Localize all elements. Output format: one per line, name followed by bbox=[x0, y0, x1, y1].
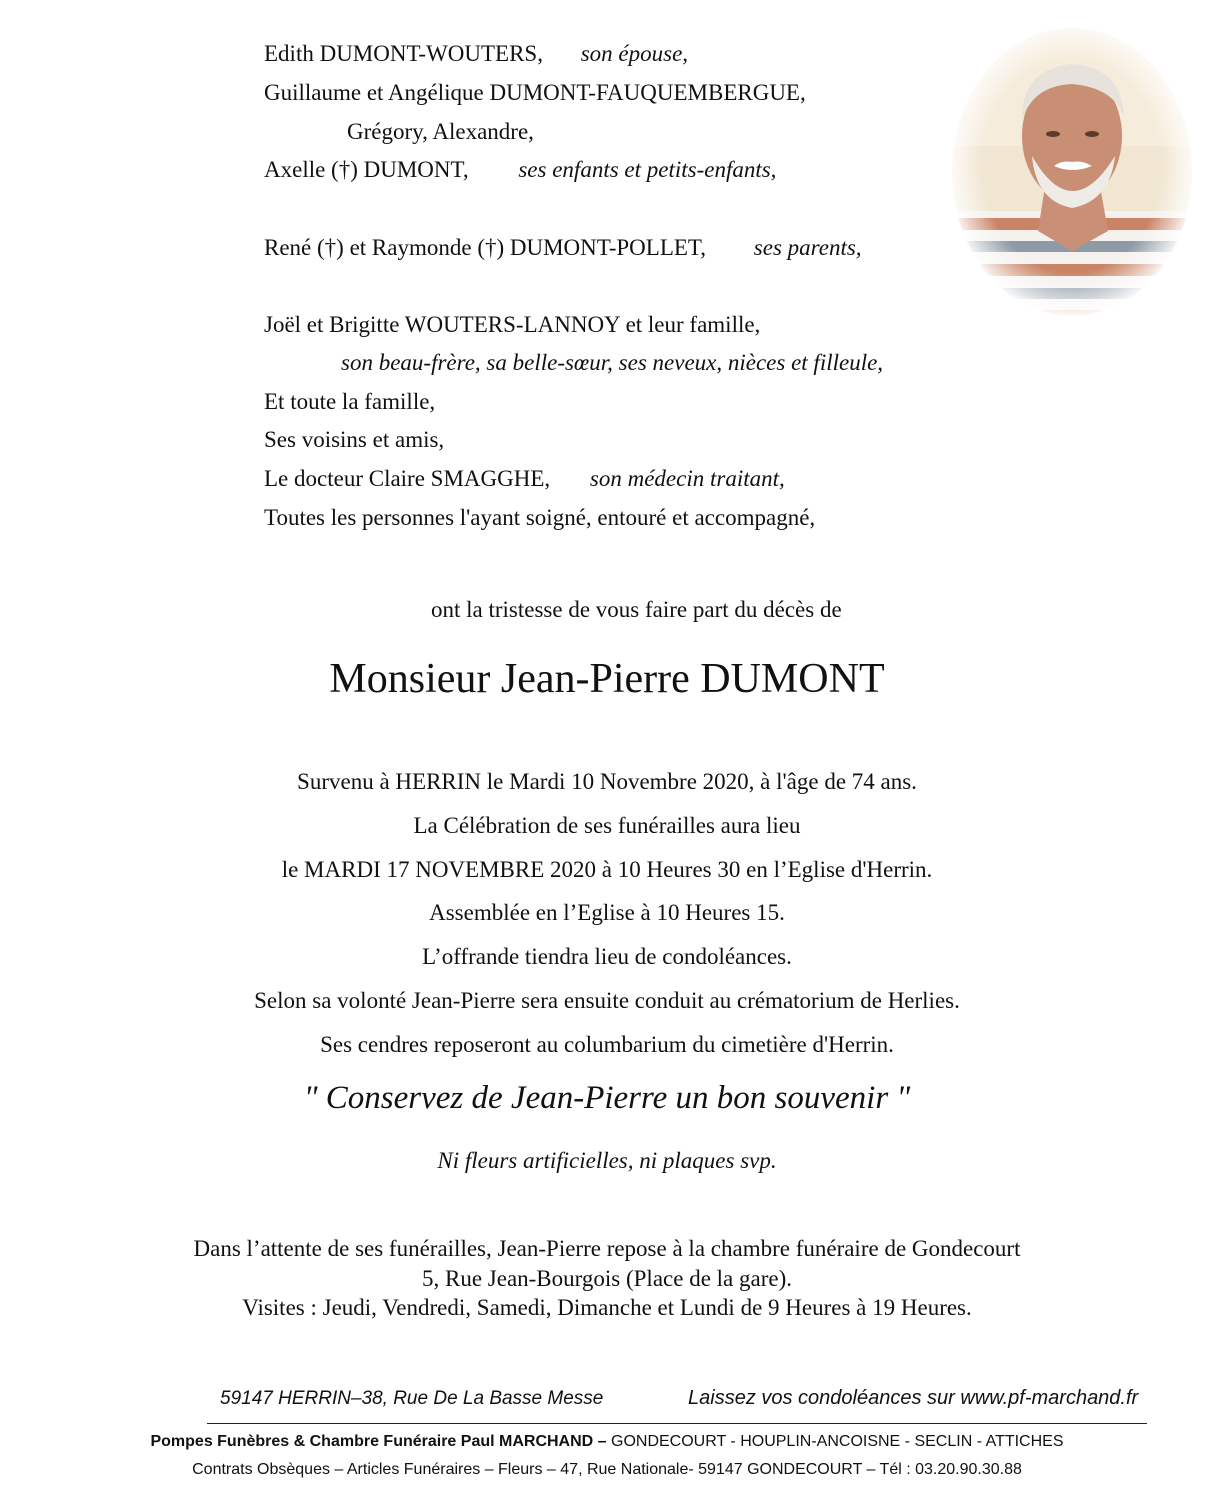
spouse-role: son épouse, bbox=[580, 41, 689, 66]
announcement-intro: ont la tristesse de vous faire part du décès de bbox=[431, 597, 842, 622]
family-line-doctor bbox=[264, 465, 785, 493]
family-line-caregivers: Toutes les personnes l'ayant soigné, entouré et accompagné, bbox=[264, 505, 816, 530]
portrait-photo bbox=[950, 26, 1194, 318]
flowers-note: Ni fleurs artificielles, ni plaques svp. bbox=[437, 1148, 777, 1173]
footer-services: Contrats Obsèques – Articles Funéraires – Fleurs – 47, Rue Nationale- 59147 GONDECOURT – Tél : 03.20.90.30.88 bbox=[192, 1461, 1022, 1478]
family-line-in-laws-role: son beau-frère, sa belle-sœur, ses neveux, nièces et filleule, bbox=[341, 350, 884, 375]
detail-line: Assemblée en l’Eglise à 10 Heures 15. bbox=[429, 900, 785, 925]
family-line-grandchildren: Grégory, Alexandre, bbox=[347, 119, 534, 144]
footer-divider bbox=[207, 1423, 1147, 1424]
visit-hours: Visites : Jeudi, Vendredi, Samedi, Dimanche et Lundi de 9 Heures à 19 Heures. bbox=[242, 1295, 972, 1320]
company-towns: GONDECOURT - HOUPLIN-ANCOISNE - SECLIN - ATTICHES bbox=[606, 1433, 1064, 1450]
detail-line: Selon sa volonté Jean-Pierre sera ensuite conduit au crématorium de Herlies. bbox=[254, 988, 960, 1013]
parents-role: ses parents, bbox=[753, 235, 862, 260]
family-line-spouse bbox=[264, 40, 688, 68]
detail-line: La Célébration de ses funérailles aura lieu bbox=[413, 813, 801, 838]
company-name: Pompes Funèbres & Chambre Funéraire Paul MARCHAND – bbox=[150, 1433, 607, 1450]
rest-line: Dans l’attente de ses funérailles, Jean-Pierre repose à la chambre funéraire de Gondecourt bbox=[193, 1236, 1021, 1261]
daughter-name: Axelle (†) DUMONT, bbox=[264, 157, 469, 182]
footer-address: 59147 HERRIN–38, Rue De La Basse Messe bbox=[220, 1388, 604, 1409]
memorial-quote: " Conservez de Jean-Pierre un bon souvenir " bbox=[303, 1080, 911, 1116]
doctor-name: Le docteur Claire SMAGGHE, bbox=[264, 466, 551, 491]
detail-line: Survenu à HERRIN le Mardi 10 Novembre 2020, à l'âge de 74 ans. bbox=[297, 769, 917, 794]
family-line-son: Guillaume et Angélique DUMONT-FAUQUEMBERGUE, bbox=[264, 80, 806, 105]
detail-line: le MARDI 17 NOVEMBRE 2020 à 10 Heures 30 en l’Eglise d'Herrin. bbox=[281, 857, 933, 882]
family-line-parents bbox=[264, 234, 862, 262]
doctor-role: son médecin traitant, bbox=[589, 466, 785, 491]
detail-line: L’offrande tiendra lieu de condoléances. bbox=[422, 944, 792, 969]
detail-line: Ses cendres reposeront au columbarium du cimetière d'Herrin. bbox=[320, 1032, 894, 1057]
family-line-neighbours: Ses voisins et amis, bbox=[264, 427, 445, 452]
family-line-in-laws: Joël et Brigitte WOUTERS-LANNOY et leur famille, bbox=[264, 312, 761, 337]
spouse-name: Edith DUMONT-WOUTERS, bbox=[264, 41, 543, 66]
deceased-name: Monsieur Jean-Pierre DUMONT bbox=[329, 656, 885, 702]
rest-address: 5, Rue Jean-Bourgois (Place de la gare). bbox=[421, 1266, 792, 1291]
family-line-daughter bbox=[264, 156, 776, 184]
footer-condolences-link[interactable]: Laissez vos condoléances sur www.pf-marchand.fr bbox=[688, 1387, 1139, 1409]
family-line-all: Et toute la famille, bbox=[264, 389, 436, 414]
children-role: ses enfants et petits-enfants, bbox=[518, 157, 777, 182]
footer-company bbox=[0, 1432, 1214, 1452]
parents-name: René (†) et Raymonde (†) DUMONT-POLLET, bbox=[264, 235, 707, 260]
